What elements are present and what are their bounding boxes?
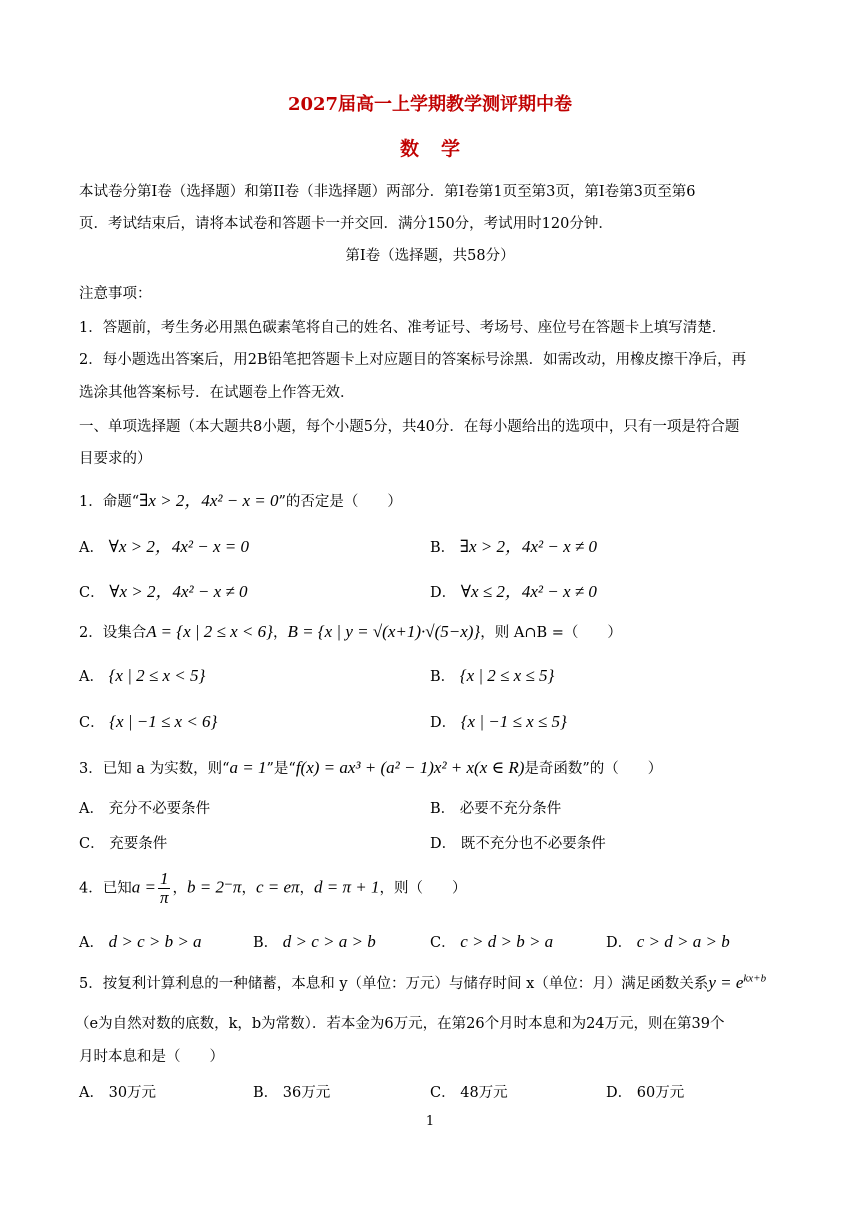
- question-3-option-a: A． 充分不必要条件: [79, 801, 211, 817]
- question-5-line-1: 5．按复利计算利息的一种储蓄，本息和 y（单位：万元）与储存时间 x（单位：月）满足函数关系$y = e^{kx+b}$: [79, 972, 767, 992]
- question-3-stem: 3．已知 a 为实数，则“a = 1”是“f(x) = ax³ + (a² − 1)x² + x(x ∈ R)是奇函数”的（ ）: [79, 758, 663, 777]
- notice-heading: 注意事项：: [79, 286, 152, 302]
- question-1-stem: [79, 486, 402, 511]
- question-4-option-c: C． c > d > b > a: [430, 932, 554, 951]
- question-1-suffix: ”的否定是（ ）: [278, 494, 402, 510]
- question-4-option-b: B． d > c > a > b: [253, 932, 376, 951]
- question-2-option-d: D． {x | −1 ≤ x ≤ 5}: [430, 712, 567, 731]
- question-5-option-a: A． 30万元: [79, 1085, 157, 1101]
- question-5-option-b: B． 36万元: [253, 1085, 331, 1101]
- notice-item-2-line-1: 2．每小题选出答案后，用2B铅笔把答题卡上对应题目的答案标号涂黑．如需改动，用橡皮擦干净后，再: [79, 352, 747, 368]
- page-number: 1: [425, 1114, 435, 1129]
- question-4-option-a: A． d > c > b > a: [79, 932, 202, 951]
- growth-formula: $y = e^{kx+b}$: [708, 972, 767, 992]
- question-1-option-b: B． ∃x > 2，4x² − x ≠ 0: [430, 537, 597, 556]
- question-1-prefix: 1．命题“: [79, 494, 140, 510]
- notice-item-2-line-2: 选涂其他答案标号．在试题卷上作答无效．: [79, 385, 355, 401]
- function-expression: f(x) = ax³ + (a² − 1)x² + x(x ∈ R): [295, 758, 525, 777]
- question-1-option-d: D． ∀x ≤ 2，4x² − x ≠ 0: [430, 582, 597, 601]
- section-title: 第Ⅰ卷（选择题，共58分）: [345, 248, 515, 264]
- subject-title: 数学: [399, 138, 482, 160]
- part-heading-line-2: 目要求的）: [79, 451, 152, 467]
- question-2-stem: 2．设集合A = {x | 2 ≤ x < 6}，B = {x | y = √(x+1)·√(5−x)}，则 A∩B =（ ）: [79, 622, 622, 641]
- question-5-line-2: （e为自然对数的底数，k，b为常数）．若本金为6万元，在第26个月时本息和为24万元，则在第39个: [75, 1016, 725, 1032]
- question-2-option-a: A． {x | 2 ≤ x < 5}: [79, 666, 206, 685]
- question-2-option-b: B． {x | 2 ≤ x ≤ 5}: [430, 666, 555, 685]
- question-1-math: ∃x > 2，4x² − x = 0: [139, 491, 279, 510]
- question-3-option-c: C． 充要条件: [79, 836, 168, 852]
- part-heading-line-1: 一、单项选择题（本大题共8小题，每个小题5分，共40分．在每小题给出的选项中，只有一项是符合题: [79, 419, 740, 435]
- question-3-option-d: D． 既不充分也不必要条件: [430, 836, 606, 852]
- set-b: B = {x | y = √(x+1)·√(5−x)}: [287, 622, 481, 641]
- intro-line-2: 页．考试结束后，请将本试卷和答题卡一并交回．满分150分，考试用时120分钟．: [79, 216, 613, 232]
- set-a: A = {x | 2 ≤ x < 6}: [146, 622, 273, 641]
- intro-line-1: 本试卷分第Ⅰ卷（选择题）和第II卷（非选择题）两部分．第Ⅰ卷第1页至第3页，第Ⅰ卷第3页至第6: [79, 184, 696, 200]
- question-3-option-b: B． 必要不充分条件: [430, 801, 562, 817]
- question-5-option-c: C． 48万元: [430, 1085, 508, 1101]
- question-4-option-d: D． c > d > a > b: [606, 932, 730, 951]
- fraction-one-over-pi: $\frac{1}{\pi}$: [159, 869, 169, 907]
- notice-item-1: 1．答题前，考生务必用黑色碳素笔将自己的姓名、准考证号、考场号、座位号在答题卡上填写清楚．: [79, 320, 727, 336]
- question-1-option-c: C． ∀x > 2，4x² − x ≠ 0: [79, 582, 248, 601]
- question-2-option-c: C． {x | −1 ≤ x < 6}: [79, 712, 218, 731]
- question-5-option-d: D． 60万元: [606, 1085, 685, 1101]
- question-4-stem: 4．已知a = $\frac{1}{\pi}$ ，b = 2⁻π，c = eπ，d = π + 1，则（ ）: [79, 869, 467, 907]
- question-5-line-3: 月时本息和是（ ）: [79, 1049, 224, 1065]
- exam-title: 2027届高一上学期教学测评期中卷: [287, 94, 573, 115]
- question-1-option-a: A． ∀x > 2，4x² − x = 0: [79, 537, 250, 556]
